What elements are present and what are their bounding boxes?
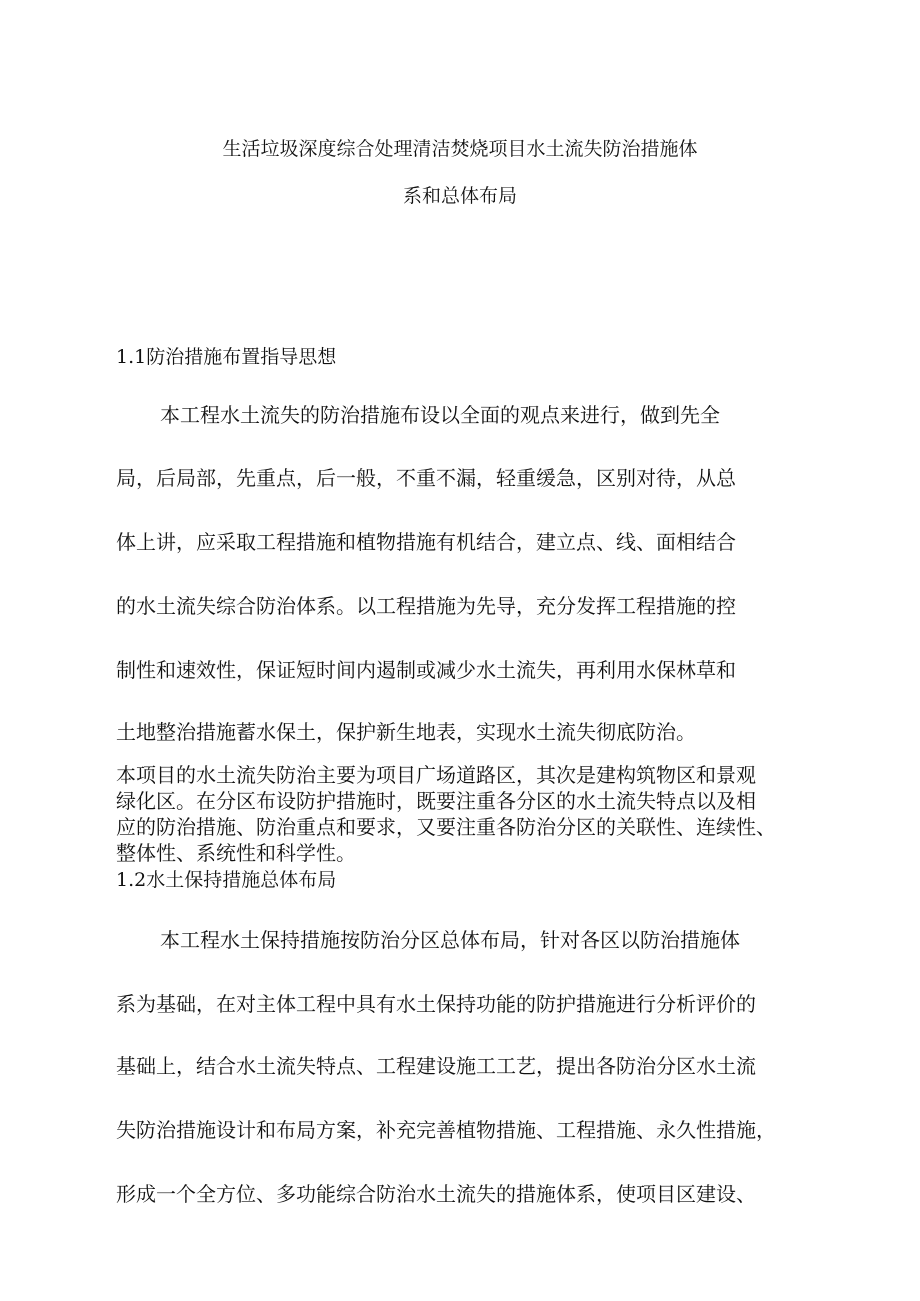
paragraph-line: 系为基础，在对主体工程中具有水土保持功能的防护措施进行分析评价的: [116, 992, 756, 1016]
paragraph-line: 制性和速效性，保证短时间内遏制或减少水土流失，再利用水保林草和: [116, 658, 736, 682]
paragraph-line: 本工程水土流失的防治措施布设以全面的观点来进行，做到先全: [160, 403, 720, 427]
paragraph-line: 的水土流失综合防治体系。以工程措施为先导，充分发挥工程措施的控: [116, 594, 736, 618]
paragraph-line: 形成一个全方位、多功能综合防治水土流失的措施体系，使项目区建设、: [116, 1182, 756, 1206]
document-title-line-1: 生活垃圾深度综合处理清洁焚烧项目水土流失防治措施体: [222, 138, 698, 160]
paragraph-line: 局，后局部，先重点，后一般，不重不漏，轻重缓急，区别对待，从总: [116, 466, 736, 490]
paragraph-line: 绿化区。在分区布设防护措施时，既要注重各分区的水土流失特点以及相: [116, 789, 756, 813]
section-heading-1-1: 1.1防治措施布置指导思想: [116, 346, 337, 368]
paragraph-line: 本项目的水土流失防治主要为项目广场道路区，其次是建构筑物区和景观: [116, 763, 756, 787]
document-title-line-2: 系和总体布局: [402, 185, 517, 207]
paragraph-line: 土地整治措施蓄水保土，保护新生地表，实现水土流失彻底防治。: [116, 720, 696, 744]
paragraph-line: 整体性、系统性和科学性。: [116, 841, 356, 865]
section-heading-1-2: 1.2水土保持措施总体布局: [116, 869, 337, 891]
paragraph-line: 本工程水土保持措施按防治分区总体布局，针对各区以防治措施体: [160, 928, 740, 952]
paragraph-line: 失防治措施设计和布局方案，补充完善植物措施、工程措施、永久性措施，: [116, 1118, 776, 1142]
paragraph-line: 基础上，结合水土流失特点、工程建设施工工艺，提出各防治分区水土流: [116, 1054, 756, 1078]
paragraph-line: 体上讲，应采取工程措施和植物措施有机结合，建立点、线、面相结合: [116, 530, 736, 554]
paragraph-line: 应的防治措施、防治重点和要求，又要注重各防治分区的关联性、连续性、: [116, 815, 776, 839]
